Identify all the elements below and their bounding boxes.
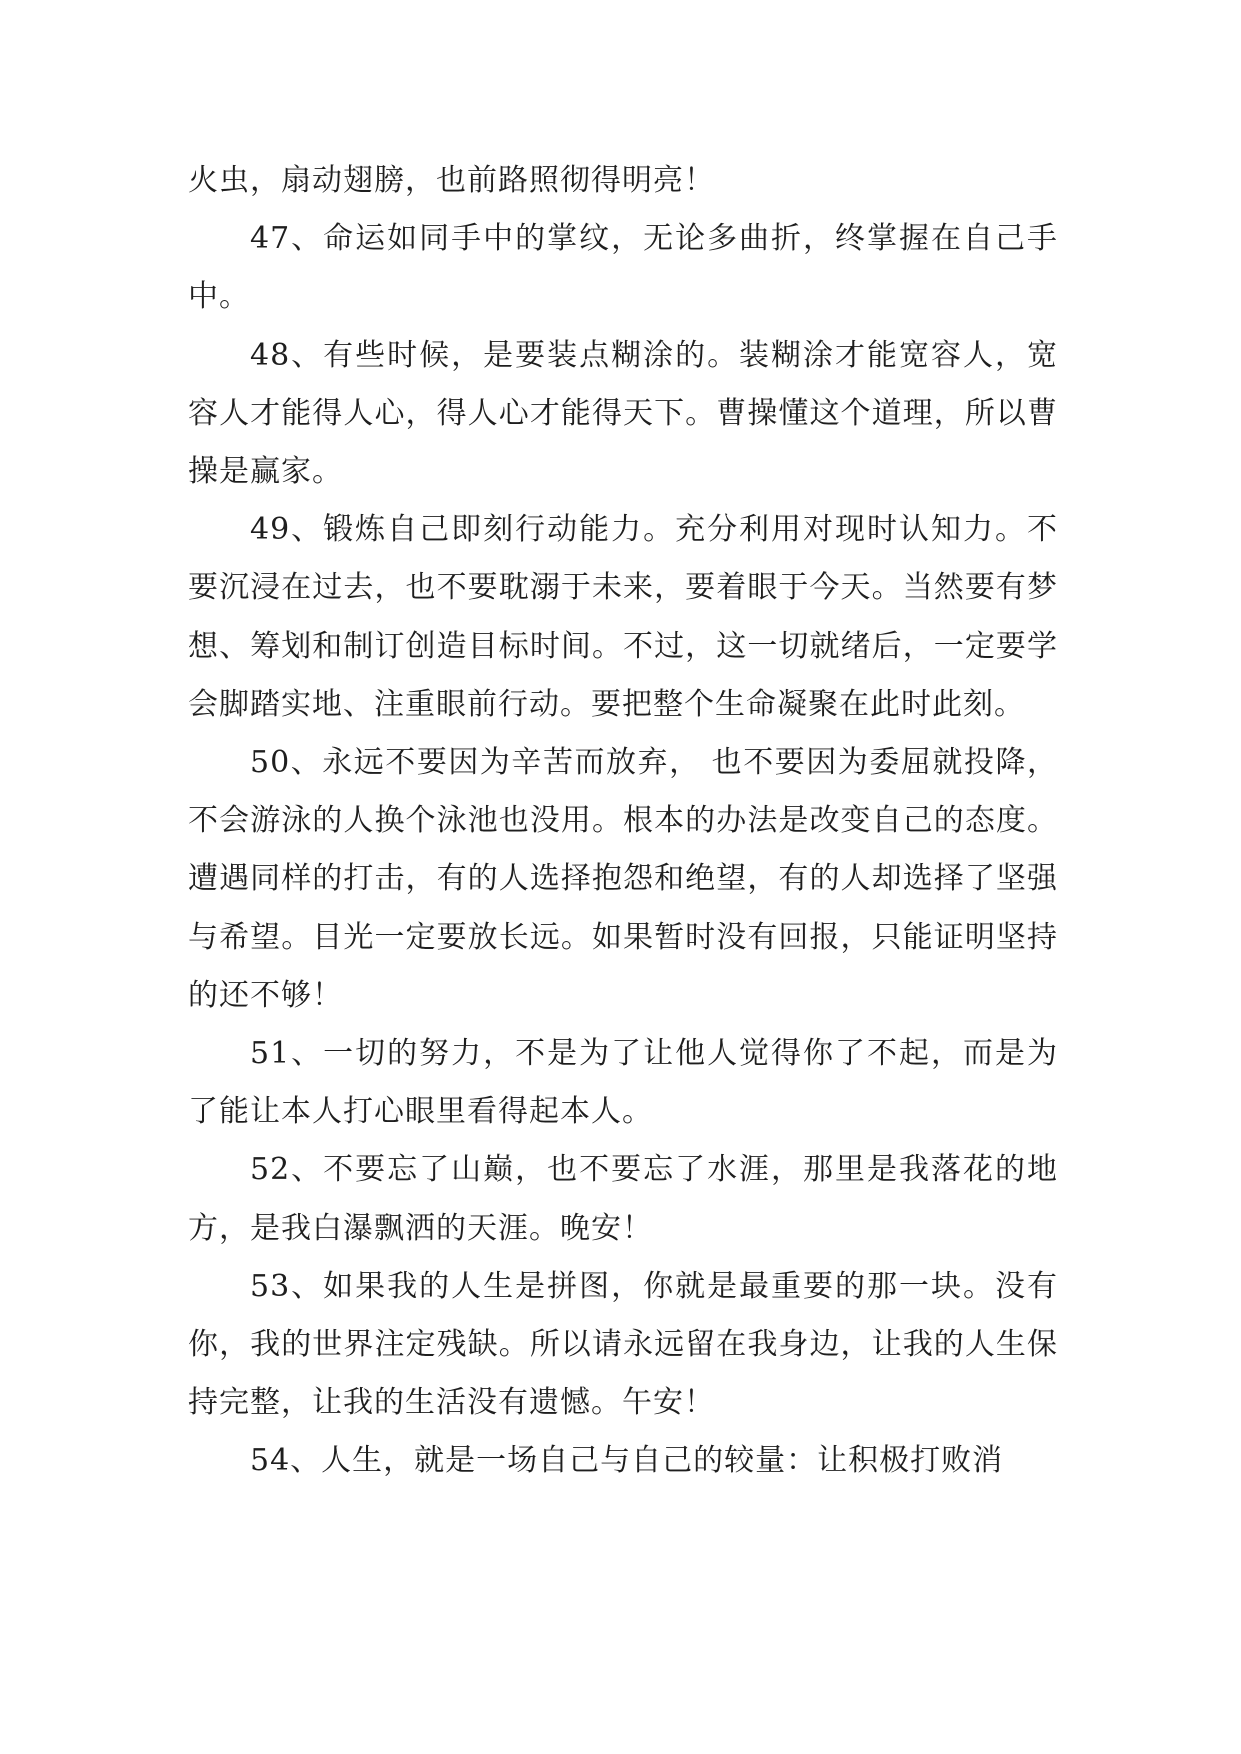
paragraph-53: 53、如果我的人生是拼图，你就是最重要的那一块。没有你，我的世界注定残缺。所以请永远留在我身边，让我的人生保持完整，让我的生活没有遗憾。午安！ [188, 1268, 1058, 1421]
paragraph-50: 50、永远不要因为辛苦而放弃， 也不要因为委屈就投降，不会游泳的人换个泳池也没用。根本的办法是改变自己的态度。遭遇同样的打击，有的人选择抱怨和绝望，有的人却选择了坚强与希望。目光一定要放长远。如果暂时没有回报，只能证明坚持的还不够！ [188, 745, 1058, 1013]
paragraph-49: 49、锻炼自己即刻行动能力。充分利用对现时认知力。不要沉浸在过去，也不要耽溺于未来，要着眼于今天。当然要有梦想、筹划和制订创造目标时间。不过，这一切就绪后，一定要学会脚踏实地、注重眼前行动。要把整个生命凝聚在此时此刻。 [188, 512, 1058, 722]
paragraph-51: 51、一切的努力，不是为了让他人觉得你了不起，而是为了能让本人打心眼里看得起本人。 [188, 1036, 1058, 1130]
paragraph-47: 47、命运如同手中的掌纹，无论多曲折，终掌握在自己手中。 [188, 221, 1058, 315]
paragraph-54: 54、人生，就是一场自己与自己的较量：让积极打败消 [250, 1443, 1004, 1479]
body-text [188, 152, 1058, 1491]
paragraph-continuation: 火虫，扇动翅膀，也前路照彻得明亮！ [188, 163, 715, 198]
paragraph-48: 48、有些时候，是要装点糊涂的。装糊涂才能宽容人，宽容人才能得人心，得人心才能得天下。曹操懂这个道理，所以曹操是赢家。 [188, 337, 1058, 490]
paragraph-52: 52、不要忘了山巅，也不要忘了水涯，那里是我落花的地方，是我白瀑飘洒的天涯。晚安！ [188, 1152, 1058, 1246]
